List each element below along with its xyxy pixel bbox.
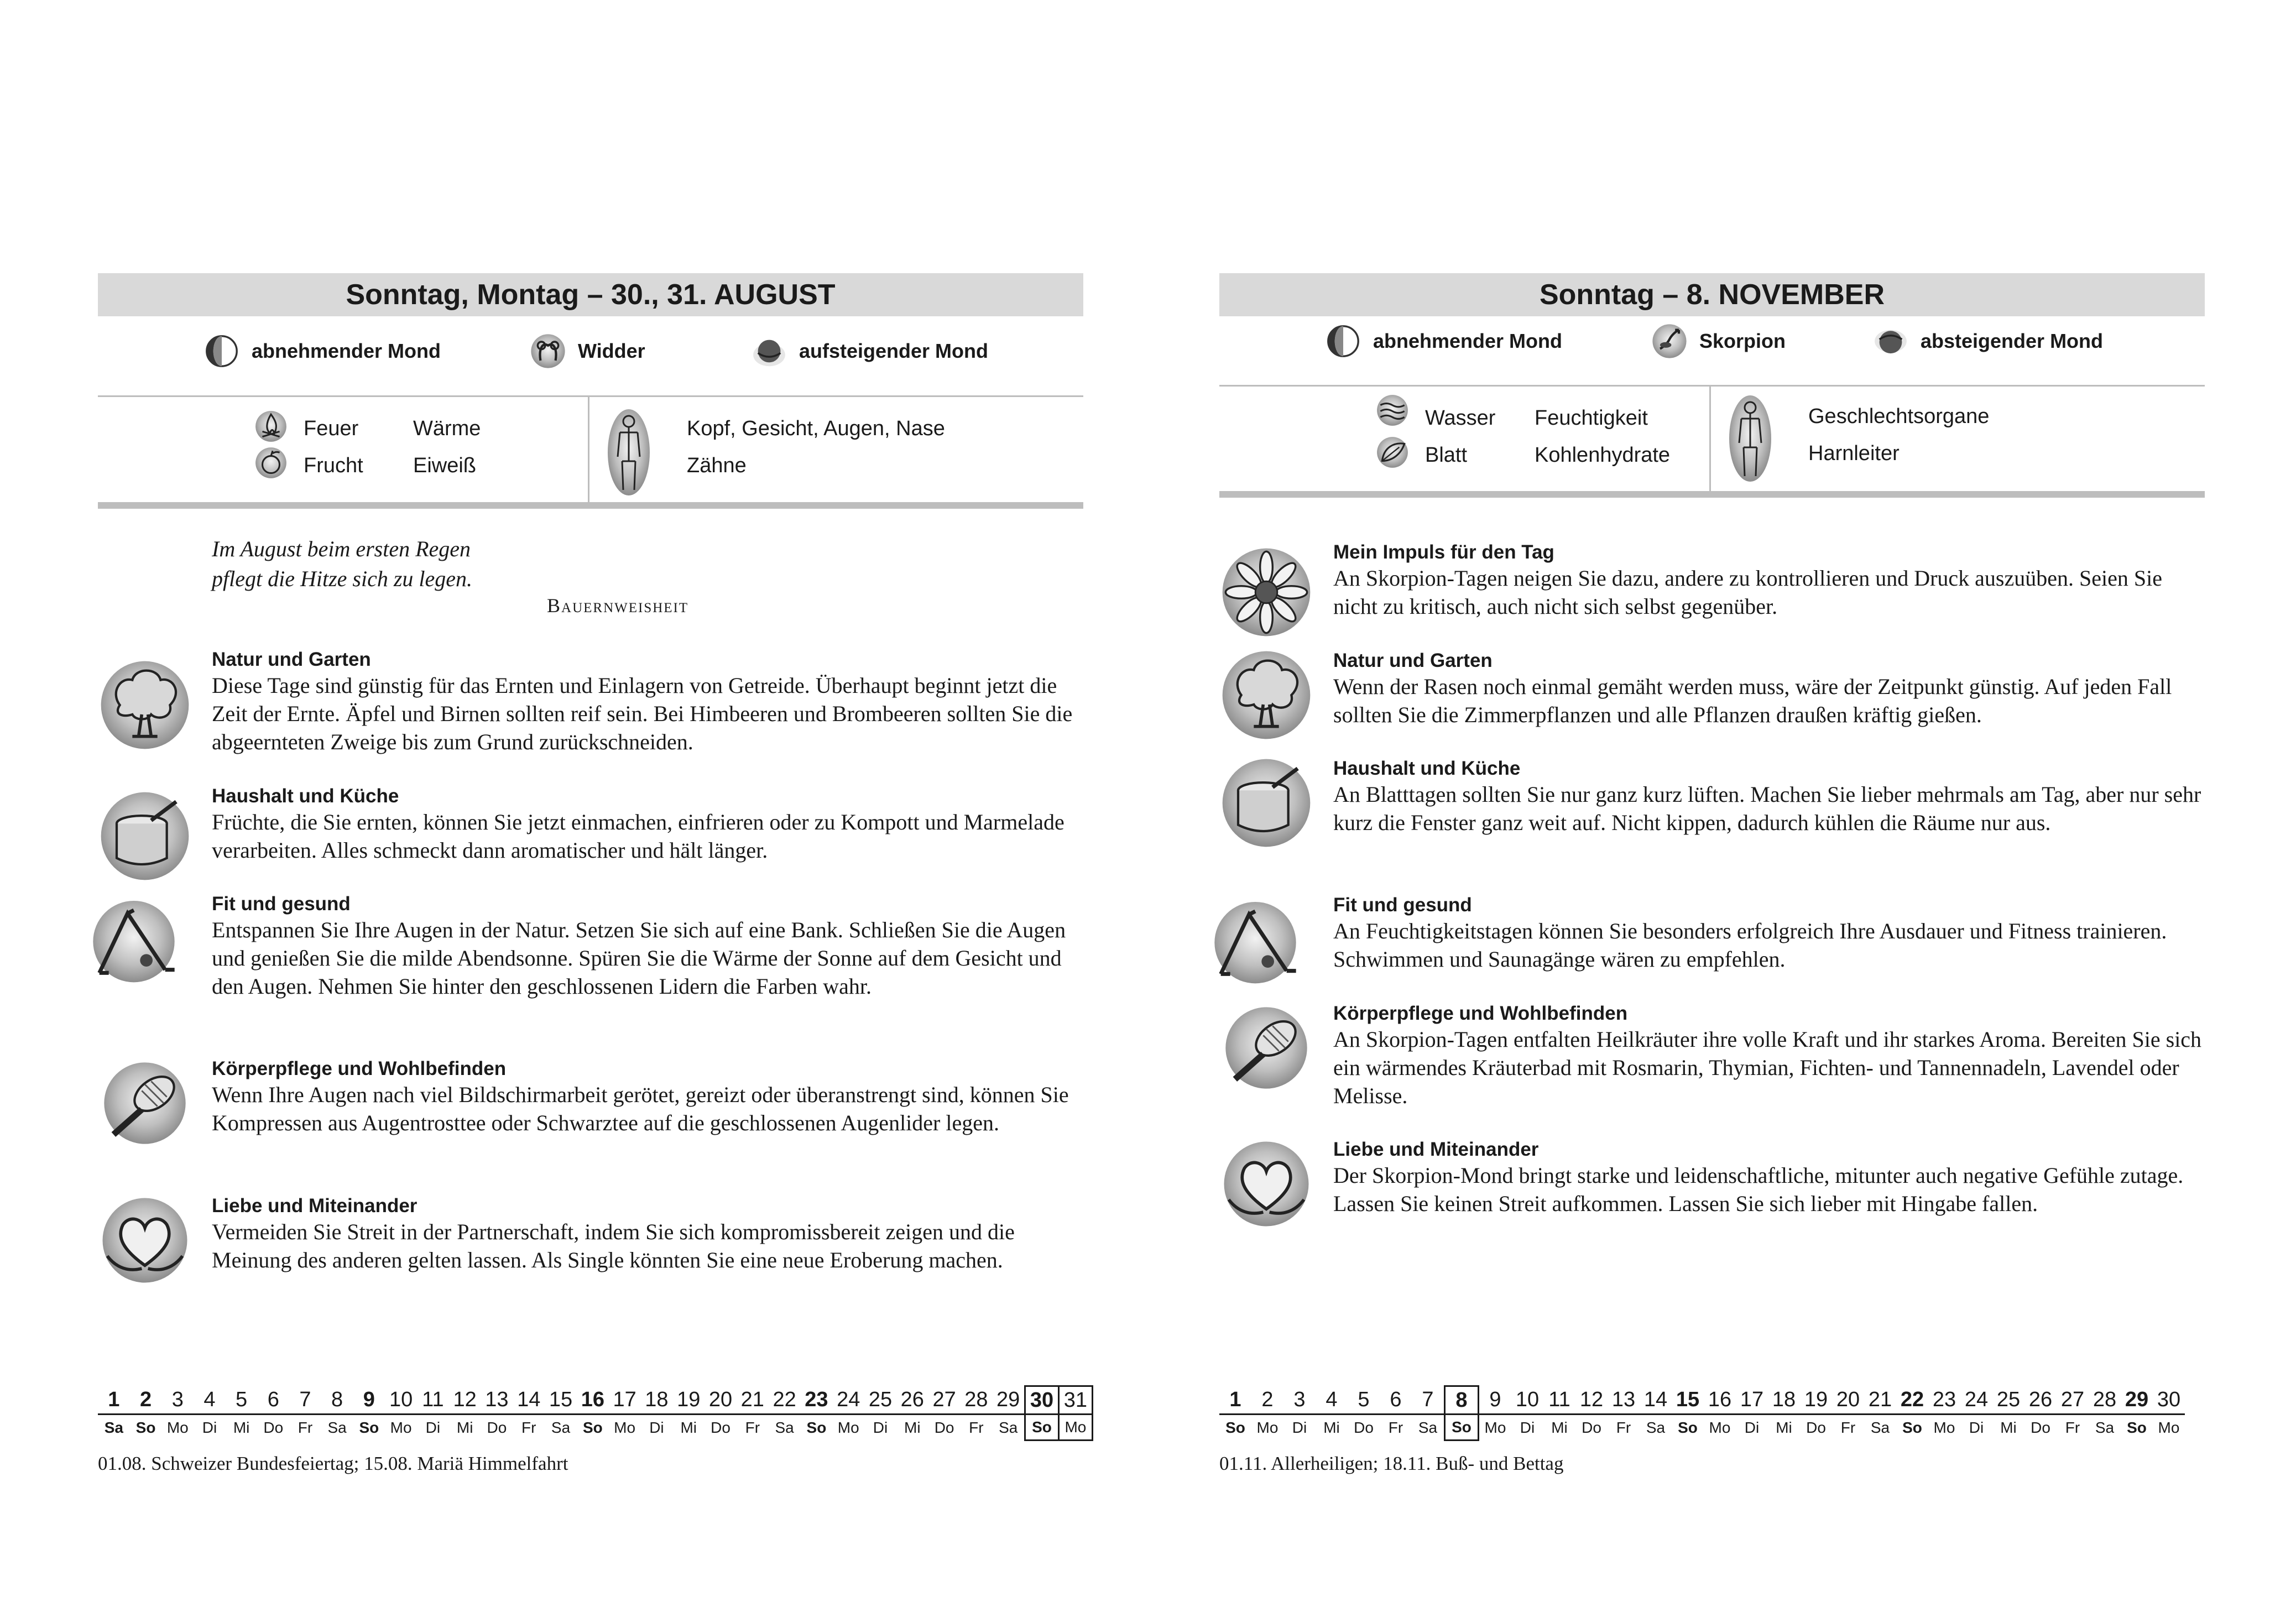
calendar-weekday: So — [1025, 1415, 1059, 1441]
water-icon — [1375, 393, 1410, 427]
calendar-day-number: 20 — [1832, 1386, 1864, 1415]
calendar-weekday: Mi — [233, 1418, 250, 1436]
calendar-day-number: 1 — [1219, 1386, 1251, 1415]
calendar-weekday: So — [806, 1418, 827, 1436]
calendar-day-number: 17 — [1736, 1386, 1768, 1415]
calendar-weekday: Sa — [1418, 1418, 1438, 1436]
waning-moon-icon — [203, 332, 241, 370]
quote-source: Bauernweisheit — [547, 594, 689, 617]
calendar-day-number: 3 — [161, 1386, 194, 1415]
calendar-day-number: 17 — [609, 1386, 641, 1415]
aries-icon — [529, 332, 567, 370]
moon-direction-label: absteigender Mond — [1921, 330, 2104, 352]
calendar-day-number: 9 — [353, 1386, 385, 1415]
calendar-day-number: 25 — [864, 1386, 896, 1415]
calendar-day-number: 5 — [226, 1386, 258, 1415]
section-heading: Natur und Garten — [212, 649, 371, 670]
moon-info-row — [98, 332, 1083, 370]
zodiac-sign — [1651, 322, 1786, 361]
section-text: An Skorpion-Tagen entfalten Heilkräuter ihre volle Kraft und ihr starkes Aroma. Bereiten Sie sich ein wärmendes Kräuterbad mit Rosmarin, Thymian, Fichten- und Tannennadeln, Lavendel oder Melisse. — [1333, 1027, 2202, 1108]
section-heading: Liebe und Miteinander — [1333, 1139, 1539, 1160]
calendar-weekday: Sa — [327, 1418, 347, 1436]
calendar-day-number: 24 — [832, 1386, 864, 1415]
calendar-weekday: Do — [487, 1418, 507, 1436]
section-heading: Körperpflege und Wohlbefinden — [1333, 1003, 1628, 1024]
leaf-icon — [1375, 435, 1410, 469]
element-quality: Wärme — [413, 417, 481, 440]
calendar-weekday: Do — [1806, 1418, 1826, 1436]
element-quality: Kohlenhydrate — [1535, 443, 1671, 467]
calendar-day-number: 14 — [513, 1386, 545, 1415]
calendar-day-number: 7 — [289, 1386, 321, 1415]
section-text: Vermeiden Sie Streit in der Partnerschaft, indem Sie sich kompromissbereit zeigen und die Meinung des anderen gelten lassen. Als Single könnten Sie eine neue Eroberung machen. — [212, 1219, 1015, 1272]
holidays-note: 01.08. Schweizer Bundesfeiertag; 15.08. Mariä Himmelfahrt — [98, 1453, 568, 1474]
calendar-day-number: 30 — [2153, 1386, 2185, 1415]
calendar-day-number: 15 — [1672, 1386, 1704, 1415]
calendar-day-number: 18 — [1768, 1386, 1800, 1415]
section-heading: Fit und gesund — [1333, 894, 1472, 916]
calendar-day-number: 11 — [417, 1386, 449, 1415]
section-heading: Liebe und Miteinander — [212, 1195, 418, 1217]
calendar-day-number: 21 — [737, 1386, 769, 1415]
divider — [1709, 387, 1711, 493]
tree-icon — [1219, 648, 1313, 742]
calendar-weekday: Fr — [1840, 1418, 1856, 1436]
calendar-weekday: So — [2127, 1418, 2147, 1436]
calendar-day-number: 10 — [1511, 1386, 1543, 1415]
calendar-day-number: 4 — [194, 1386, 226, 1415]
body-figure-icon — [1728, 394, 1772, 483]
section-heading: Haushalt und Küche — [212, 785, 399, 807]
quote-line: Im August beim ersten Regen — [212, 536, 471, 561]
body-figure-icon — [607, 408, 651, 497]
calendar-day-number: 1 — [98, 1386, 130, 1415]
calendar-weekday: Do — [263, 1418, 284, 1436]
calendar-weekday: Di — [1969, 1418, 1984, 1436]
calendar-day-number: 5 — [1348, 1386, 1380, 1415]
calendar-weekday: Di — [1292, 1418, 1307, 1436]
calendar-weekday: Do — [2031, 1418, 2050, 1436]
body-part: Kopf, Gesicht, Augen, Nase — [687, 417, 945, 440]
calendar-day-number: 3 — [1283, 1386, 1316, 1415]
calendar-day-number: 23 — [801, 1386, 833, 1415]
flower-mandala-icon — [1219, 545, 1313, 639]
calendar-weekday: Mi — [456, 1418, 473, 1436]
calendar-day-number: 30 — [1025, 1386, 1059, 1415]
calendar-day-number: 16 — [577, 1386, 609, 1415]
moon-info-row — [1219, 322, 2205, 361]
calendar-day-number: 24 — [1960, 1386, 1992, 1415]
element-name: Feuer — [304, 417, 359, 440]
calendar-weekday: Di — [649, 1418, 664, 1436]
section-text: Diese Tage sind günstig für das Ernten und Einlagern von Getreide. Überhaupt beginnt jetzt die Zeit der Ernte. Äpfel und Birnen sollten reif sein. Bei Himbeeren und Brombeeren sollten Sie die abgeernteten Zweige bis zum Grund zurückschneiden. — [212, 673, 1073, 754]
calendar-weekday: Fr — [745, 1418, 760, 1436]
calendar-day-number: 12 — [449, 1386, 481, 1415]
calendar-day-number: 4 — [1316, 1386, 1348, 1415]
calendar-day-number: 29 — [992, 1386, 1025, 1415]
calendar-weekday: Di — [1520, 1418, 1535, 1436]
calendar-weekday: Mo — [1484, 1418, 1506, 1436]
section-text: An Skorpion-Tagen neigen Sie dazu, andere zu kontrollieren und Druck auszuüben. Seien Sie nicht zu kritisch, auch nicht sich selbst gegenüber. — [1333, 566, 2162, 619]
ascending-moon-icon — [750, 332, 788, 370]
moon-phase — [1324, 322, 1562, 361]
calendar-day-number: 19 — [1800, 1386, 1832, 1415]
calendar-weekday: Sa — [1646, 1418, 1666, 1436]
calendar-day-number: 6 — [1380, 1386, 1412, 1415]
calendar-weekday: Do — [711, 1418, 730, 1436]
calendar-weekday: Sa — [1870, 1418, 1890, 1436]
yoga-pose-icon — [87, 891, 181, 985]
calendar-day-number: 31 — [1058, 1386, 1092, 1415]
calendar-day-number: 25 — [1992, 1386, 2024, 1415]
calendar-day-number: 28 — [961, 1386, 993, 1415]
calendar-day-number: 23 — [1928, 1386, 1960, 1415]
element-quality: Feuchtigkeit — [1535, 406, 1648, 430]
hairbrush-icon — [1219, 1001, 1313, 1095]
calendar-day-number: 26 — [896, 1386, 928, 1415]
calendar-day-number: 27 — [2057, 1386, 2089, 1415]
section-text: Wenn Ihre Augen nach viel Bildschirmarbeit gerötet, gereizt oder überanstrengt sind, können Sie Kompressen aus Augentrosttee oder Schwarztee auf die geschlossenen Augenlider legen. — [212, 1082, 1069, 1135]
moon-phase-label: abnehmender Mond — [1373, 330, 1563, 352]
calendar-day-number: 10 — [385, 1386, 417, 1415]
calendar-weekday: Sa — [2095, 1418, 2115, 1436]
element-name: Frucht — [304, 454, 363, 477]
calendar-weekday: Mi — [1323, 1418, 1340, 1436]
calendar-weekday: So — [1678, 1418, 1698, 1436]
zodiac-sign-label: Widder — [578, 340, 645, 362]
moon-direction — [750, 332, 988, 370]
moon-direction-label: aufsteigender Mond — [799, 340, 989, 362]
month-calendar — [1219, 1385, 2185, 1441]
calendar-weekday: So — [359, 1418, 379, 1436]
calendar-weekday: Mi — [2000, 1418, 2017, 1436]
calendar-weekday: Mi — [680, 1418, 697, 1436]
body-part: Harnleiter — [1808, 442, 1900, 465]
section-text: An Blatttagen sollten Sie nur ganz kurz lüften. Machen Sie lieber mehrmals am Tag, aber nur sehr kurz die Fenster ganz weit auf. Nicht kippen, dadurch kühlen die Räume nur aus. — [1333, 782, 2201, 835]
element-quality: Eiweiß — [413, 454, 477, 477]
calendar-day-number: 11 — [1543, 1386, 1575, 1415]
calendar-weekday: Mo — [2158, 1418, 2180, 1436]
calendar-day-number: 8 — [321, 1386, 353, 1415]
section-text: An Feuchtigkeitstagen können Sie besonders erfolgreich Ihre Ausdauer und Fitness trainieren. Schwimmen und Saunagänge wären zu empfehlen. — [1333, 919, 2167, 972]
calendar-day-number: 18 — [641, 1386, 673, 1415]
moon-phase-label: abnehmender Mond — [252, 340, 441, 362]
calendar-weekday: Di — [1744, 1418, 1760, 1436]
section-heading: Fit und gesund — [212, 893, 351, 915]
calendar-weekday: Di — [873, 1418, 888, 1436]
calendar-weekday: Mo — [1933, 1418, 1955, 1436]
scorpio-icon — [1651, 322, 1688, 360]
calendar-weekday: Fr — [2065, 1418, 2080, 1436]
calendar-weekday: So — [582, 1418, 603, 1436]
calendar-weekday: So — [135, 1418, 156, 1436]
calendar-day-number: 19 — [672, 1386, 705, 1415]
calendar-weekday: Fr — [1388, 1418, 1403, 1436]
calendar-weekday: So — [1225, 1418, 1245, 1436]
calendar-weekday: Fr — [969, 1418, 984, 1436]
calendar-day-number: 15 — [545, 1386, 577, 1415]
calendar-weekday: Mi — [1776, 1418, 1792, 1436]
calendar-day-number: 7 — [1412, 1386, 1445, 1415]
calendar-day-number: 22 — [769, 1386, 801, 1415]
body-part: Zähne — [687, 454, 747, 477]
calendar-day-number: 27 — [928, 1386, 961, 1415]
calendar-day-number: 16 — [1704, 1386, 1736, 1415]
section-text: Wenn der Rasen noch einmal gemäht werden muss, wäre der Zeitpunkt günstig. Auf jeden Fall sollten Sie die Zimmerpflanzen und alle Pflanzen draußen kräftig gießen. — [1333, 674, 2172, 727]
calendar-weekday: Di — [202, 1418, 217, 1436]
element-name: Wasser — [1425, 406, 1496, 430]
calendar-day-number: 20 — [705, 1386, 737, 1415]
calendar-day-number: 14 — [1640, 1386, 1672, 1415]
element-info-block — [98, 397, 1083, 503]
calendar-weekday: Do — [934, 1418, 954, 1436]
divider — [588, 397, 589, 503]
divider — [98, 502, 1083, 509]
waning-moon-icon — [1324, 322, 1362, 360]
calendar-weekday: Mi — [1551, 1418, 1568, 1436]
calendar-day-number: 21 — [1864, 1386, 1896, 1415]
descending-moon-icon — [1872, 322, 1909, 360]
calendar-weekday: Mo — [166, 1418, 189, 1436]
calendar-weekday: Sa — [104, 1418, 123, 1436]
section-text: Entspannen Sie Ihre Augen in der Natur. Setzen Sie sich auf eine Bank. Schließen Sie die Augen und genießen Sie die milde Abendsonne. Spüren Sie die Wärme der Sonne auf dem Gesicht und den Augen. Nehmen Sie hinter den geschlossenen Lidern die Farben wahr. — [212, 917, 1066, 999]
calendar-weekday: Fr — [521, 1418, 536, 1436]
calendar-weekday: Mo — [1256, 1418, 1279, 1436]
zodiac-sign-label: Skorpion — [1699, 330, 1786, 352]
zodiac-sign — [529, 332, 645, 370]
calendar-day-number: 13 — [481, 1386, 513, 1415]
calendar-weekday: Sa — [999, 1418, 1018, 1436]
calendar-weekday: Do — [1354, 1418, 1374, 1436]
section-heading: Natur und Garten — [1333, 650, 1493, 671]
calendar-day-number: 2 — [130, 1386, 162, 1415]
calendar-weekday: Mo — [614, 1418, 636, 1436]
cooking-pot-icon — [1219, 756, 1313, 850]
calendar-weekday: Do — [1582, 1418, 1601, 1436]
calendar-weekday: Mi — [904, 1418, 921, 1436]
cooking-pot-icon — [98, 789, 192, 883]
holidays-note: 01.11. Allerheiligen; 18.11. Buß- und Bettag — [1219, 1453, 1564, 1474]
calendar-weekday: Mo — [1058, 1415, 1092, 1441]
hairbrush-icon — [98, 1056, 192, 1150]
section-heading: Mein Impuls für den Tag — [1333, 541, 1554, 563]
calendar-weekday: Sa — [551, 1418, 571, 1436]
section-heading: Körperpflege und Wohlbefinden — [212, 1058, 507, 1079]
calendar-day-number: 2 — [1251, 1386, 1283, 1415]
calendar-weekday: So — [1902, 1418, 1922, 1436]
fruit-icon — [254, 446, 288, 480]
calendar-day-number: 9 — [1479, 1386, 1512, 1415]
calendar-day-number: 12 — [1575, 1386, 1608, 1415]
section-text: Der Skorpion-Mond bringt starke und leidenschaftliche, mitunter auch negative Gefühle zutage. Lassen Sie keinen Streit aufkommen. Lassen Sie sich lieber mit Hingabe fallen. — [1333, 1163, 2184, 1216]
moon-direction — [1872, 322, 2103, 361]
calendar-weekday: Mo — [390, 1418, 412, 1436]
fire-icon — [254, 409, 288, 443]
element-info-block — [1219, 387, 2205, 493]
moon-phase — [203, 332, 441, 370]
section-text: Früchte, die Sie ernten, können Sie jetzt einmachen, einfrieren oder zu Kompott und Marmelade verarbeiten. Alles schmeckt dann aromatischer und hält länger. — [212, 810, 1064, 863]
calendar-weekday: Sa — [775, 1418, 794, 1436]
calendar-weekday: So — [1445, 1415, 1479, 1441]
calendar-weekday: Mo — [1709, 1418, 1731, 1436]
tree-icon — [98, 658, 192, 752]
quote — [212, 534, 472, 594]
page-title: Sonntag – 8. NOVEMBER — [1219, 273, 2205, 316]
calendar-weekday: Di — [425, 1418, 441, 1436]
calendar-day-number: 29 — [2121, 1386, 2153, 1415]
body-part: Geschlechtsorgane — [1808, 405, 1990, 428]
yoga-pose-icon — [1208, 893, 1302, 987]
heart-hands-icon — [1219, 1137, 1313, 1231]
calendar-day-number: 8 — [1445, 1386, 1479, 1415]
calendar-day-number: 26 — [2024, 1386, 2057, 1415]
heart-hands-icon — [98, 1193, 192, 1287]
calendar-day-number: 6 — [257, 1386, 289, 1415]
calendar-weekday: Fr — [298, 1418, 313, 1436]
calendar-day-number: 22 — [1896, 1386, 1928, 1415]
calendar-weekday: Mo — [837, 1418, 859, 1436]
element-name: Blatt — [1425, 443, 1468, 467]
section-heading: Haushalt und Küche — [1333, 758, 1521, 779]
calendar-day-number: 28 — [2089, 1386, 2121, 1415]
calendar-day-number: 13 — [1608, 1386, 1640, 1415]
quote-line: pflegt die Hitze sich zu legen. — [212, 566, 473, 591]
month-calendar — [98, 1385, 1093, 1441]
page-title: Sonntag, Montag – 30., 31. AUGUST — [98, 273, 1083, 316]
calendar-weekday: Fr — [1616, 1418, 1631, 1436]
divider — [1219, 491, 2205, 498]
